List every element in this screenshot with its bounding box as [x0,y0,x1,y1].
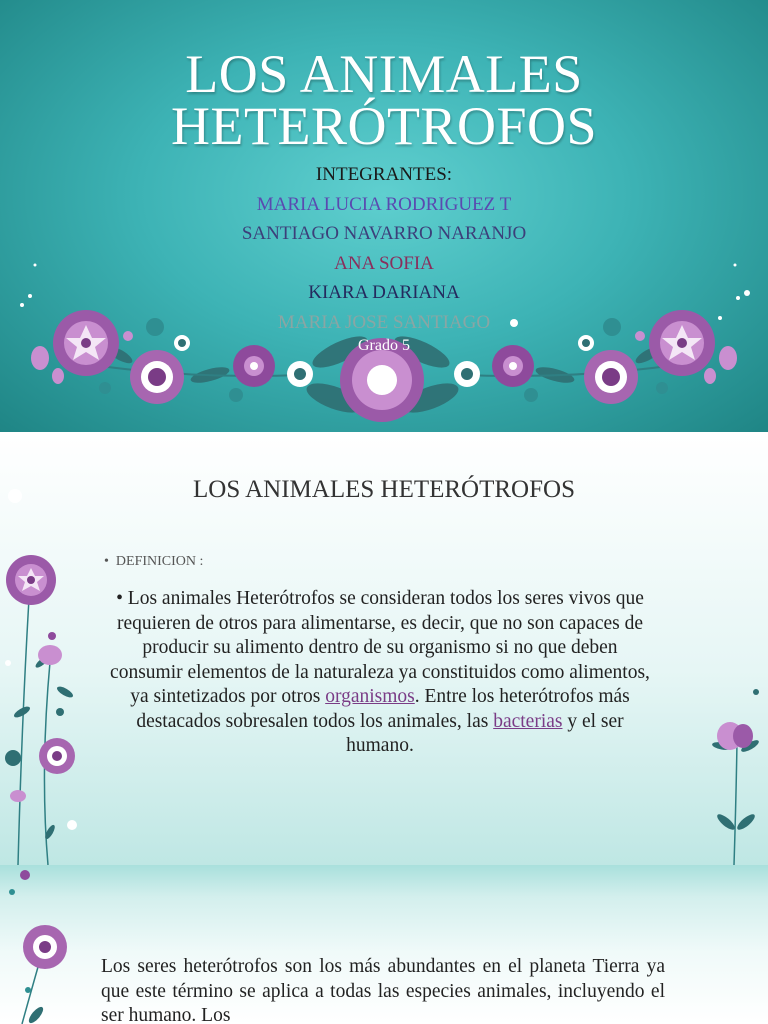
definition-bullet: • DEFINICION : [104,554,204,569]
main-title [0,44,768,156]
grade-label: Grado 5 [358,337,410,354]
left-flower-stem-decoration [0,512,90,865]
title-slide [0,0,768,432]
definition-slide [0,432,768,865]
organismos-link[interactable]: organismos [325,686,415,707]
bacterias-link[interactable]: bacterias [493,710,563,732]
definition-paragraph: • Los animales Heterótrofos se consideran todos los seres vivos que requieren de otros para alimentarse, es decir, que no son capaces de producir su alimento dentro de su organismo si no que deben consumir elementos de la naturaleza ya constituidos como alimentos, ya sintetizados por otros organismos. Entre los heterótrofos más destacados sobresalen todos los animales, las bacterias y el ser humano. [110,588,650,756]
definition-text-1: Los animales Heterótrofos se consideran todos los seres vivos que requieren de otros para alimentarse, es decir, que no son capaces de producir su alimento dentro de su organismo si no que deben consumir elementos de la naturaleza ya constituidos como alimentos, ya sintetizados por otros [110,588,650,707]
definition-label: DEFINICION : [115,554,204,569]
definition-text-3: y el ser humano. [346,710,624,756]
main-title-line1: LOS ANIMALES [185,44,583,104]
member-2: SANTIAGO NAVARRO NARANJO [241,223,527,244]
description-slide [0,865,768,1024]
main-title-line2: HETERÓTROFOS [170,96,598,156]
definition-text-2: . Entre los heterótrofos más destacados sobresalen todos los animales, las [136,686,630,732]
slide3-flower-decoration [0,865,80,1024]
definition-slide-title: LOS ANIMALES HETERÓTROFOS [193,476,575,503]
members-heading: INTEGRANTES: [315,164,453,185]
member-1: MARIA LUCIA RODRIGUEZ T [256,193,512,215]
member-5: MARIA JOSE SANTIAGO [277,311,491,333]
member-3: ANA SOFIA [334,252,434,274]
description-paragraph: Los seres heterótrofos son los más abundantes en el planeta Tierra ya que este término se aplica a todas las especies animales, incluyendo el ser humano. Los [101,956,665,1024]
member-4: KIARA DARIANA [308,282,460,303]
flower-garland-decoration [0,280,768,432]
right-flower-stem-decoration [700,682,768,865]
